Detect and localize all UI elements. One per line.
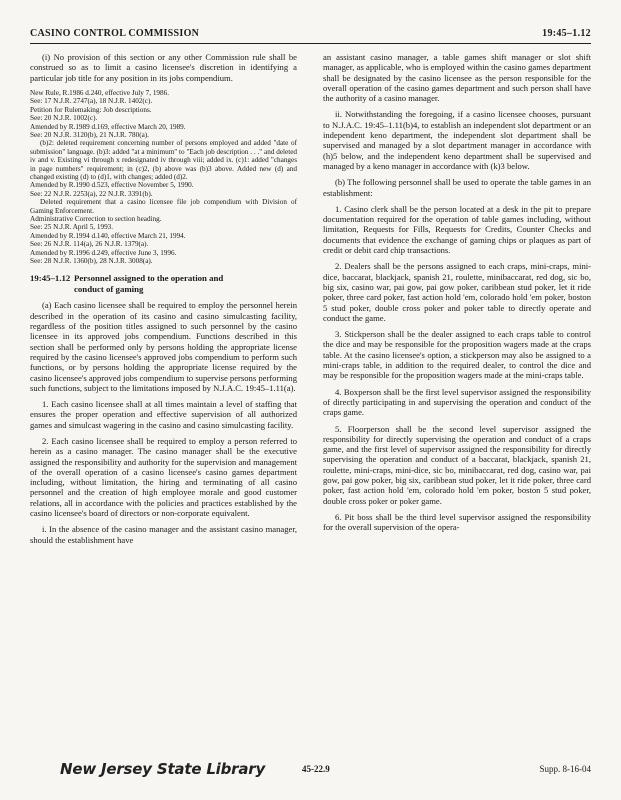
supplement-date: Supp. 8-16-04	[539, 764, 591, 774]
paragraph-b: (b) The following personnel shall be used to operate the table games in an establishment:	[323, 177, 591, 198]
history-line: New Rule, R.1986 d.240, effective July 7, 1986.	[30, 88, 170, 97]
history-note: Deleted requirement that a casino licensee file job compendium with Division of Gaming Enforcement.	[30, 198, 297, 215]
header-title: CASINO CONTROL COMMISSION	[30, 28, 200, 39]
history-line: See: 22 N.J.R. 2253(a), 22 N.J.R. 3391(b).	[30, 189, 153, 198]
paragraph-a: (a) Each casino licensee shall be required to employ the personnel herein described in the operation of its casino and casino simulcasting facility, regardless of the position titles assigned to such personnel by the casino licensee in its approved jobs compendium. Functions described in this section shall be performed only by persons holding the appropriate license required by the casino licensee's approved jobs compendium to perform such functions, or by persons holding the appropriate license required by the casino licensee's approved jobs compendium to supervise persons performing such functions, subject to the limitations imposed by N.J.A.C. 19:45–1.11(a).	[30, 300, 297, 393]
history-line: Amended by R.1989 d.169, effective March 20, 1989.	[30, 122, 186, 131]
history-line: See: 26 N.J.R. 114(a), 26 N.J.R. 1379(a).	[30, 240, 149, 249]
section-number: 19:45–1.12	[30, 273, 71, 284]
paragraph-b2: 2. Dealers shall be the persons assigned to each craps, mini-craps, mini-dice, baccarat, blackjack, spanish 21, roulette, minibaccarat, red dog, sic bo, big six, casino war, pai gow, pai gow poker, caribbean stud poker, let it ride poker, three card poker, fast action hold 'em, colorado hold 'em poker, boston 5 stud poker, double cross poker and poker table to directly operate and conduct the game.	[323, 261, 591, 323]
page-footer	[30, 760, 591, 780]
paragraph-a1: 1. Each casino licensee shall at all times maintain a level of staffing that ensures the proper operation and effective supervision of all authorized games and simulcast wagering in the casino and casino simulcasting facility.	[30, 399, 297, 430]
page-number: 45-22.9	[302, 764, 330, 774]
history-line: See: 20 N.J.R. 1002(c).	[30, 114, 98, 123]
header-section: 19:45–1.12	[542, 28, 591, 39]
paragraph-b3: 3. Stickperson shall be the dealer assigned to each craps table to control the dice and may be responsible for the proposition wagers made at the craps table. At the casino licensee's option, a stickperson may also be assigned to a mini-craps table, in addition to the required dealer, to control the dice and may be responsible for the proposition wagers made at the mini-craps table.	[323, 329, 591, 381]
paragraph-i: (i) No provision of this section or any other Commission rule shall be construed so as to limit a casino licensee's discretion in identifying a particular job title for any position in its jobs compendium.	[30, 52, 297, 83]
paragraph-a2ii: ii. Notwithstanding the foregoing, if a casino licensee chooses, pursuant to N.J.A.C. 19:45–1.11(b)4, to establish an independent slot department or an independent keno department, the independent slot department shall be supervised and managed by a slot department manager in accordance with (h)5 below, and the independent keno department shall be supervised and managed by a keno manager in accordance with (k)3 below.	[323, 109, 591, 171]
history-line: See: 25 N.J.R. April 5, 1993.	[30, 223, 114, 232]
left-column	[30, 52, 297, 551]
paragraph-a2: 2. Each casino licensee shall be required to employ a person referred to herein as a casino manager. The casino manager shall be the executive assigned the responsibility and authority for the supervision and management of the overall operation of a casino licensee's casino games department including, without limitation, the hiring and terminating of all casino personnel and the creation of high employee morale and good customer relations, all in accordance with the policies and practices established by the casino licensee's board of directors or non-corporate equivalent.	[30, 435, 297, 519]
section-title-continued: conduct of gaming	[74, 283, 144, 294]
header-rule	[30, 43, 591, 44]
history-line: See: 17 N.J.R. 2747(a), 18 N.J.R. 1402(c).	[30, 97, 153, 106]
history-line: See: 28 N.J.R. 1360(b), 28 N.J.R. 3008(a).	[30, 257, 153, 266]
section-title: Personnel assigned to the operation and	[74, 273, 224, 284]
section-heading	[30, 273, 297, 294]
paragraph-a2i: i. In the absence of the casino manager and the assistant casino manager, should the establishment have	[30, 524, 297, 545]
library-logo: New Jersey State Library	[60, 760, 266, 778]
paragraph-b1: 1. Casino clerk shall be the person located at a desk in the pit to prepare documentation required for the operation of table games including, without limitation, Requests for Fills, Requests for Credits, Counter Checks and documents that evidence the exchange of gaming chips or plaques as part of credit or debit card chip transactions.	[323, 203, 591, 256]
history-notes	[30, 89, 297, 266]
paragraph-b4: 4. Boxperson shall be the first level supervisor assigned the responsibility of directly participating in and supervising the operation and conduct of the craps game.	[323, 386, 591, 418]
history-line: Amended by R.1996 d.249, effective June 3, 1996.	[30, 248, 177, 257]
history-line: Petition for Rulemaking: Job descriptions.	[30, 105, 152, 114]
history-line: Administrative Correction to section heading.	[30, 214, 162, 223]
running-header	[30, 28, 591, 42]
paragraph-continued: an assistant casino manager, a table games shift manager or slot shift manager, as applicable, who is employed within the casino games department shall be designated by the casino licensee as the person responsible for the overall operation of the casino games department and such person shall have the authority of a casino manager.	[323, 52, 591, 104]
history-line: Amended by R.1994 d.140, effective March 21, 1994.	[30, 231, 186, 240]
paragraph-b6: 6. Pit boss shall be the third level supervisor assigned the responsibility for the overall supervision of the opera-	[323, 511, 591, 533]
history-line: See: 20 N.J.R. 3120(b), 21 N.J.R. 780(a).	[30, 130, 149, 139]
right-column	[323, 52, 591, 538]
paragraph-b5: 5. Floorperson shall be the second level supervisor assigned the responsibility for directly supervising the operation and conduct of a craps game, and the first level of supervisor assigned the responsibility for directly supervising the operation and conduct of a baccarat, blackjack, spanish 21, roulette, mini-craps, mini-dice, sic bo, minibaccarat, red dog, casino war, pai gow, pai gow poker, big six, caribbean stud poker, let it ride poker, three card poker, fast action hold 'em, colorado hold 'em poker, boston 5 stud poker, double cross poker or poker game.	[323, 423, 591, 506]
history-line: Amended by R.1990 d.523, effective November 5, 1990.	[30, 181, 194, 190]
history-note: (b)2: deleted requirement concerning number of persons employed and added "date of submission" language. (b)3: added "at a minimum" to "Each job description . . ." and deleted iv and v. Existing vi through x redesignated iv through viii; added ix. (c)1: added "changes in page numbers" requirement; in (c)2, (b) above was (b)3 above. Added new (d) and changed existing (d) to (d)1, with changes; added (d)2.	[30, 139, 297, 181]
